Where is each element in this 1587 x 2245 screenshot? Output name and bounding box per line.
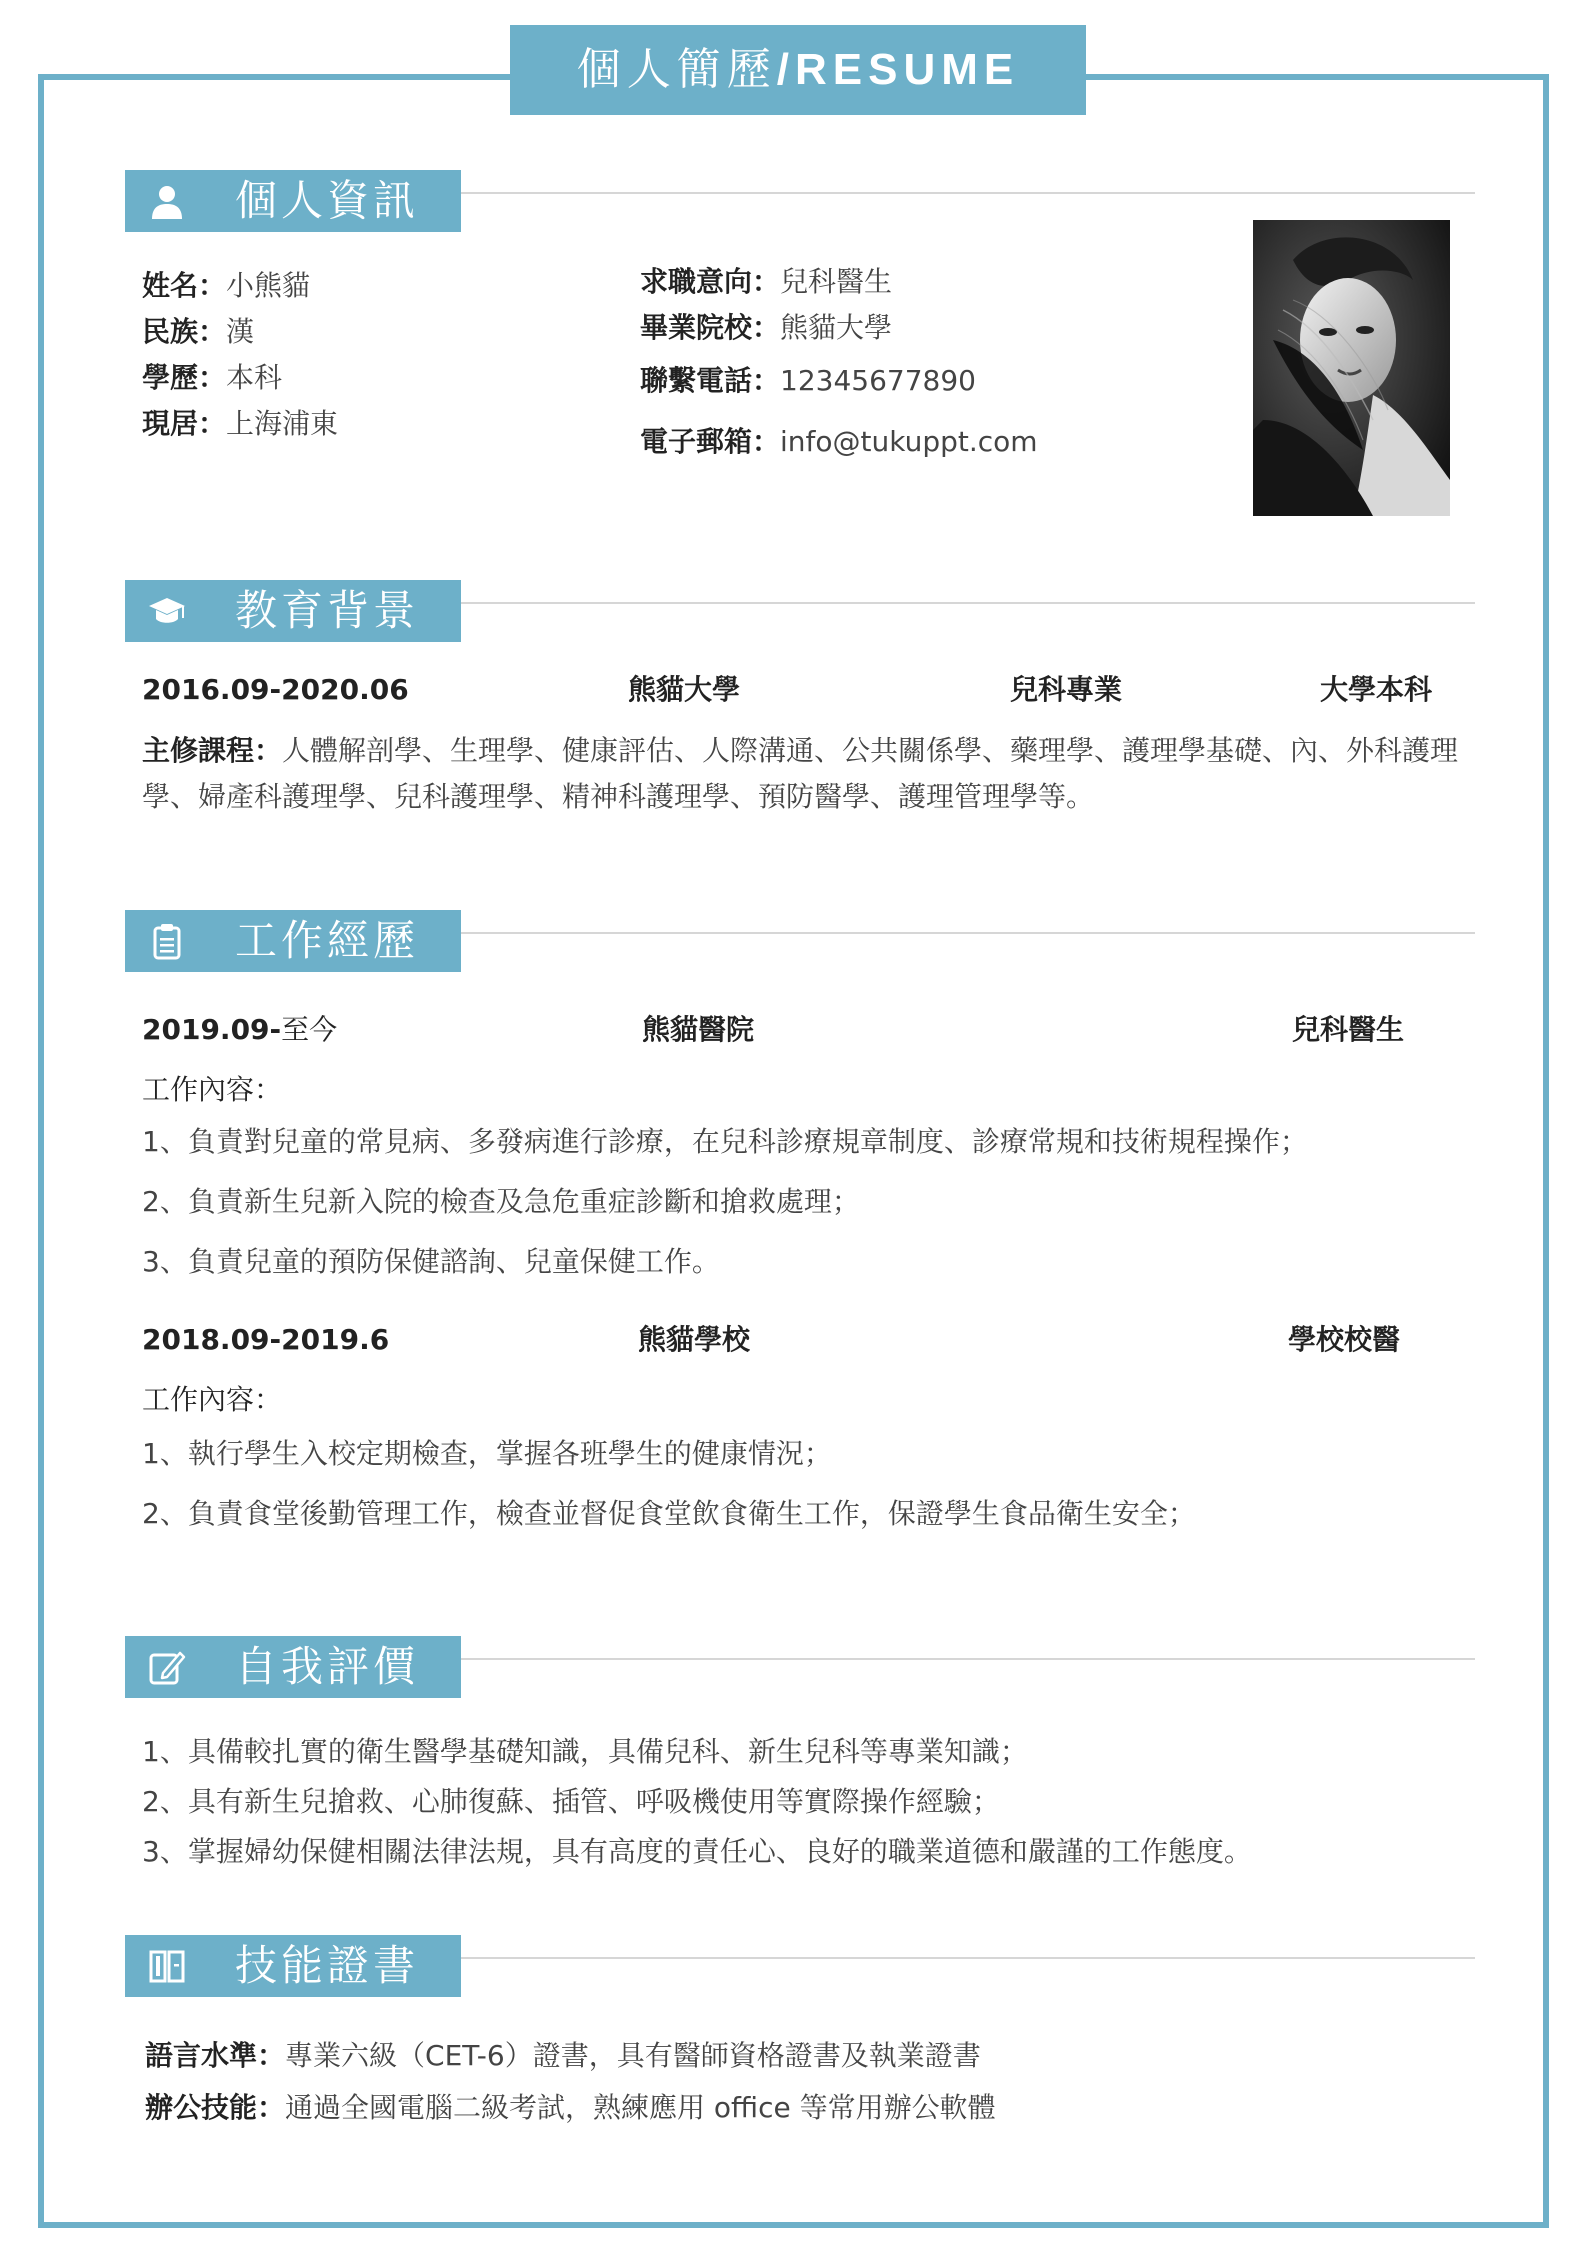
objective-row: 求職意向：兒科醫生 (640, 265, 893, 298)
education-school: 熊貓大學 (628, 673, 741, 706)
education-degree: 大學本科 (1320, 673, 1433, 706)
title-separator: / (776, 45, 795, 94)
clipboard-icon (147, 921, 187, 961)
section-divider (461, 192, 1475, 194)
school-row: 畢業院校：熊貓大學 (640, 311, 893, 344)
section-title: 技能證書 (235, 1941, 420, 1990)
profile-photo (1253, 220, 1450, 516)
section-label (125, 580, 461, 642)
self-eval-item: 1、具備較扎實的衛生醫學基礎知識，具備兒科、新生兒科等專業知識； (142, 1735, 1028, 1768)
job-item: 1、負責對兒童的常見病、多發病進行診療，在兒科診療規章制度、診療常規和技術規程操作； (142, 1125, 1308, 1158)
section-title: 個人資訊 (235, 176, 420, 225)
education-courses: 主修課程：人體解剖學、生理學、健康評估、人際溝通、公共關係學、藥理學、護理學基礎、內、外科護理學、婦產科護理學、兒科護理學、精神科護理學、預防醫學、護理管理學等。 (142, 734, 1459, 813)
job-period: 2019.09-至今 (142, 1013, 338, 1046)
page-title (510, 25, 1086, 115)
section-work-header (125, 910, 1475, 972)
ethnicity-row: 民族：漢 (142, 315, 255, 348)
section-divider (461, 1658, 1475, 1660)
residence-row: 現居：上海浦東 (142, 407, 339, 440)
user-icon (147, 181, 187, 221)
name-row: 姓名：小熊貓 (142, 269, 311, 302)
job-org: 熊貓學校 (638, 1323, 751, 1356)
phone-row: 聯繫電話：12345677890 (640, 364, 976, 397)
section-divider (461, 932, 1475, 934)
job-org: 熊貓醫院 (642, 1013, 755, 1046)
section-label (125, 910, 461, 972)
section-divider (461, 1957, 1475, 1959)
self-eval-item: 2、具有新生兒搶救、心肺復蘇、插管、呼吸機使用等實際操作經驗； (142, 1785, 1000, 1818)
title-cn: 個人簡歷 (576, 44, 777, 95)
job-role: 學校校醫 (1288, 1323, 1401, 1356)
self-eval-item: 3、掌握婦幼保健相關法律法規，具有高度的責任心、良好的職業道德和嚴謹的工作態度。 (142, 1835, 1252, 1868)
portrait-image (1253, 220, 1450, 516)
job-item: 2、負責新生兒新入院的檢查及急危重症診斷和搶救處理； (142, 1185, 860, 1218)
graduation-cap-icon (147, 591, 187, 631)
job-role: 兒科醫生 (1292, 1013, 1405, 1046)
email-row: 電子郵箱：info@tukuppt.com (640, 425, 1038, 458)
skill-office: 辦公技能：通過全國電腦二級考試，熟練應用 office 等常用辦公軟體 (145, 2091, 996, 2124)
section-label (125, 1935, 461, 1997)
section-education-header (125, 580, 1475, 642)
section-title: 教育背景 (235, 586, 420, 635)
job-period: 2018.09-2019.6 (142, 1323, 390, 1356)
title-en: RESUME (794, 45, 1020, 94)
section-self-eval-header (125, 1636, 1475, 1698)
job-content-label: 工作內容： (142, 1383, 283, 1416)
edit-icon (147, 1647, 187, 1687)
section-title: 工作經歷 (235, 916, 420, 965)
section-skills-header (125, 1935, 1475, 1997)
section-title: 自我評價 (235, 1642, 420, 1691)
skill-language: 語言水準：專業六級（CET-6）證書，具有醫師資格證書及執業證書 (145, 2039, 981, 2072)
section-label (125, 1636, 461, 1698)
education-period: 2016.09-2020.06 (142, 673, 409, 706)
job-item: 2、負責食堂後勤管理工作，檢查並督促食堂飲食衛生工作，保證學生食品衛生安全； (142, 1497, 1196, 1530)
degree-row: 學歷：本科 (142, 361, 283, 394)
job-item: 3、負責兒童的預防保健諮詢、兒童保健工作。 (142, 1245, 720, 1278)
section-divider (461, 602, 1475, 604)
job-item: 1、執行學生入校定期檢查，掌握各班學生的健康情況； (142, 1437, 832, 1470)
book-icon (147, 1946, 187, 1986)
job-content-label: 工作內容： (142, 1073, 283, 1106)
section-label (125, 170, 461, 232)
education-major: 兒科專業 (1010, 673, 1123, 706)
